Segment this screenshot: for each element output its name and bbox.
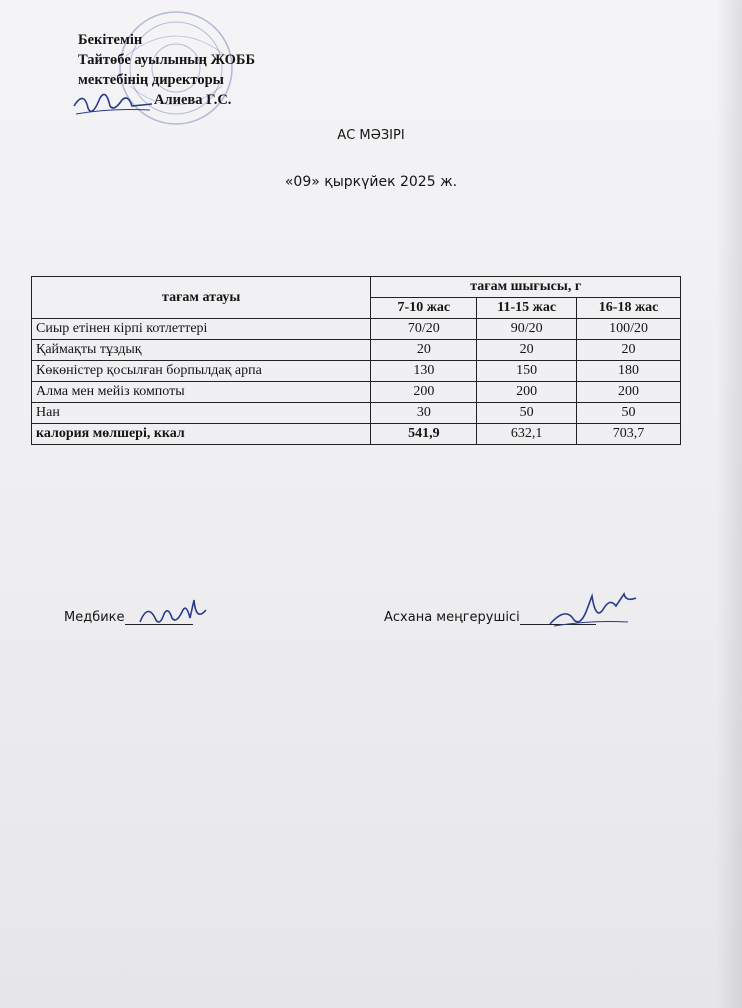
dish-value: 70/20	[371, 319, 477, 340]
table-row	[32, 319, 681, 340]
dish-value: 130	[371, 361, 477, 382]
approval-line-2: Тайтөбе ауылының ЖОББ	[78, 52, 256, 68]
dish-value: 150	[477, 361, 577, 382]
approval-line-3: мектебінің директоры	[78, 72, 224, 88]
table-row	[32, 340, 681, 361]
kitchen-label: Асхана меңгерушісі	[384, 610, 520, 625]
table-row	[32, 382, 681, 403]
dish-value: 100/20	[577, 319, 681, 340]
dish-value: 50	[577, 403, 681, 424]
header-age: 16-18 жас	[577, 298, 681, 319]
dish-value: 180	[577, 361, 681, 382]
header-age: 11-15 жас	[477, 298, 577, 319]
dish-value: 20	[477, 340, 577, 361]
page-shadow	[716, 0, 742, 1008]
dish-name: Нан	[32, 403, 371, 424]
dish-value: 200	[371, 382, 477, 403]
header-dish-name: тағам атауы	[32, 277, 371, 319]
total-value: 632,1	[477, 424, 577, 445]
dish-value: 20	[371, 340, 477, 361]
kitchen-signature	[540, 586, 640, 632]
dish-value: 200	[477, 382, 577, 403]
dish-value: 20	[577, 340, 681, 361]
table-header-row	[32, 277, 681, 298]
approval-line-4: Алиева Г.С.	[154, 92, 232, 108]
table-row	[32, 361, 681, 382]
dish-value: 200	[577, 382, 681, 403]
nurse-signature	[134, 592, 214, 632]
header-age: 7-10 жас	[371, 298, 477, 319]
dish-name: Көкөністер қосылған борпылдақ арпа	[32, 361, 371, 382]
approval-line-1: Бекітемін	[78, 32, 143, 48]
menu-date: «09» қыркүйек 2025 ж.	[284, 174, 458, 190]
dish-name: Қаймақты тұздық	[32, 340, 371, 361]
total-value: 703,7	[577, 424, 681, 445]
dish-name: Алма мен мейіз компоты	[32, 382, 371, 403]
table-row	[32, 403, 681, 424]
menu-table	[31, 276, 681, 445]
nurse-label: Медбике	[64, 610, 125, 625]
total-label: калория мөлшері, ккал	[32, 424, 371, 445]
director-signature	[70, 84, 160, 124]
dish-value: 90/20	[477, 319, 577, 340]
table-total-row	[32, 424, 681, 445]
header-output: тағам шығысы, г	[371, 277, 681, 298]
page-title: АС МӘЗІРІ	[337, 128, 405, 143]
dish-name: Сиыр етінен кірпі котлеттері	[32, 319, 371, 340]
total-value: 541,9	[371, 424, 477, 445]
dish-value: 30	[371, 403, 477, 424]
dish-value: 50	[477, 403, 577, 424]
